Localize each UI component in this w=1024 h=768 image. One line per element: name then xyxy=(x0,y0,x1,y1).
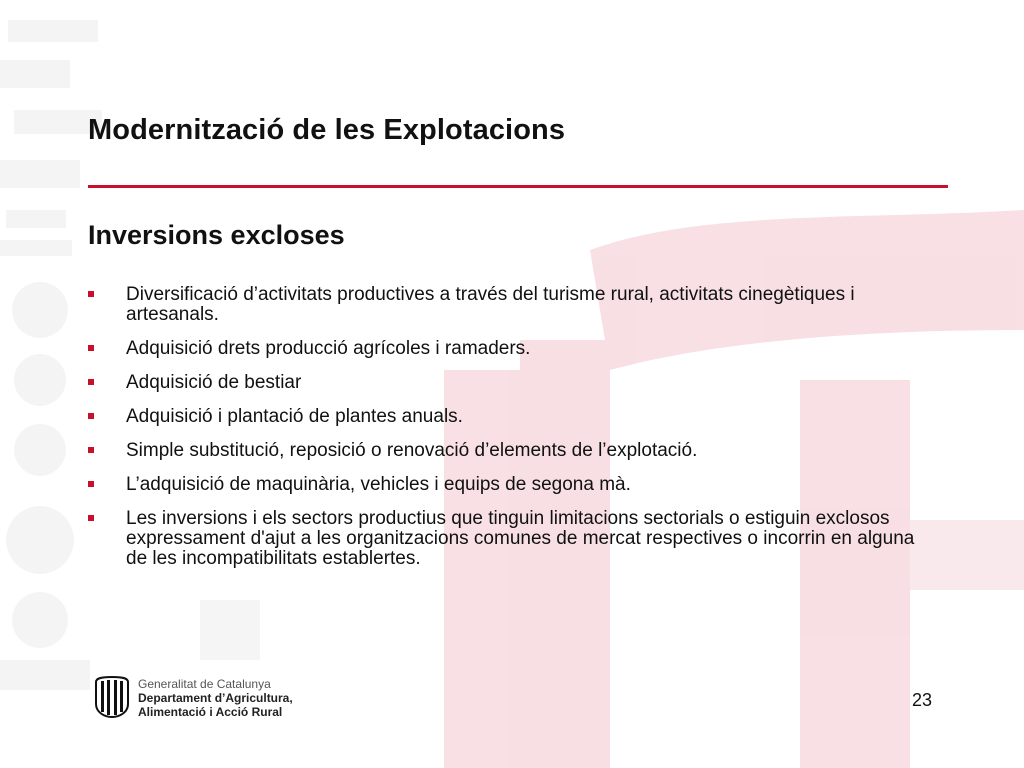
bullet-text: Simple substitució, reposició o renovació d’elements de l’explotació. xyxy=(126,440,698,461)
page-number: 23 xyxy=(911,690,932,710)
bullet-item xyxy=(88,475,938,495)
logo-text xyxy=(138,677,293,719)
title-divider xyxy=(88,185,948,188)
bullet-item xyxy=(88,373,938,393)
bullet-item xyxy=(88,509,938,569)
square-bullet-icon xyxy=(88,481,94,487)
logo-line-division: Alimentació i Acció Rural xyxy=(138,705,283,719)
section-heading: Inversions excloses xyxy=(88,220,345,250)
logo-line-department: Departament d’Agricultura, xyxy=(138,691,293,705)
bullet-text: L’adquisició de maquinària, vehicles i equips de segona mà. xyxy=(126,474,631,495)
bullet-item xyxy=(88,339,938,359)
bullet-text: Les inversions i els sectors productius que tinguin limitacions sectorials o estiguin exclosos expressament d'ajut a les organitzacions comunes de mercat respectives o incorrin en alguna de les incompatibilitats establertes. xyxy=(126,508,915,569)
bullet-item xyxy=(88,441,938,461)
bullet-item xyxy=(88,407,938,427)
generalitat-logo xyxy=(94,674,334,722)
square-bullet-icon xyxy=(88,291,94,297)
square-bullet-icon xyxy=(88,379,94,385)
square-bullet-icon xyxy=(88,413,94,419)
bullet-text: Diversificació d’activitats productives a través del turisme rural, activitats cinegètiques i artesanals. xyxy=(126,284,855,325)
logo-line-government: Generalitat de Catalunya xyxy=(138,677,271,691)
generalitat-emblem-icon xyxy=(94,676,130,718)
square-bullet-icon xyxy=(88,447,94,453)
bullet-list xyxy=(88,285,938,583)
bullet-item xyxy=(88,285,938,325)
bullet-text: Adquisició de bestiar xyxy=(126,372,302,393)
bullet-text: Adquisició i plantació de plantes anuals. xyxy=(126,406,463,427)
slide-title: Modernització de les Explotacions xyxy=(88,114,566,146)
square-bullet-icon xyxy=(88,345,94,351)
bullet-text: Adquisició drets producció agrícoles i ramaders. xyxy=(126,338,531,359)
square-bullet-icon xyxy=(88,515,94,521)
